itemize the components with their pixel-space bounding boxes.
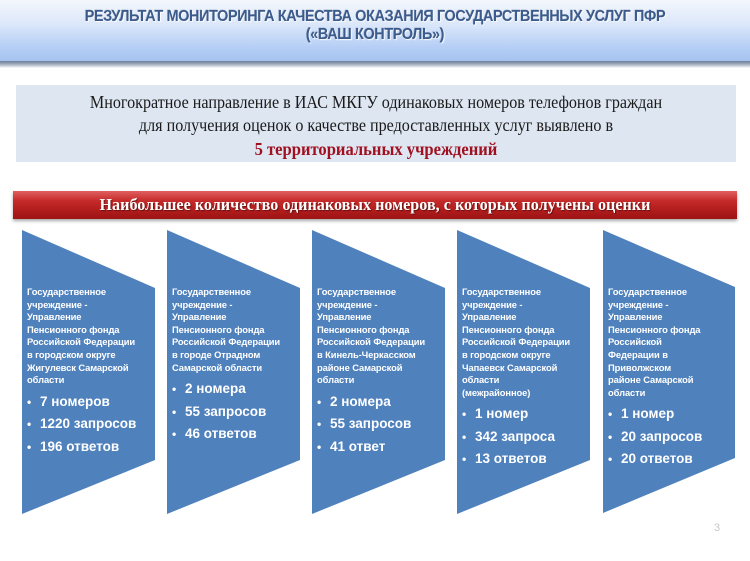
institution-stats <box>317 391 445 459</box>
info-box <box>16 85 736 162</box>
stat-phone-numbers <box>172 378 300 401</box>
bullet-icon: • <box>608 407 613 422</box>
slide-title-line1: РЕЗУЛЬТАТ МОНИТОРИНГА КАЧЕСТВА ОКАЗАНИЯ ГОСУДАРСТВЕННЫХ УСЛУГ ПФР <box>84 8 666 25</box>
stat-value: 1220 запросов <box>40 416 137 432</box>
stat-phone-numbers <box>27 391 155 414</box>
stat-value: 46 ответов <box>185 426 257 442</box>
name-line: области <box>608 386 646 398</box>
name-line: Российской Федерации <box>172 336 281 348</box>
name-line: Пенсионного фонда <box>608 323 701 335</box>
name-line: области <box>27 374 65 386</box>
stat-value: 1 номер <box>475 406 529 422</box>
stat-responses <box>608 448 736 471</box>
institution-name <box>172 286 300 374</box>
stat-phone-numbers <box>317 391 445 414</box>
institution-content <box>27 286 155 458</box>
stat-responses <box>27 436 155 459</box>
name-line: Государственное <box>172 286 251 297</box>
name-line: Пенсионного фонда <box>462 323 555 335</box>
institution-name <box>317 286 445 387</box>
name-line: Государственное <box>317 286 396 297</box>
name-line: учреждение - <box>462 298 523 310</box>
stat-value: 41 ответ <box>330 438 386 454</box>
name-line: Управление <box>172 311 227 323</box>
name-line: Управление <box>27 311 82 323</box>
name-line: Управление <box>462 311 517 323</box>
name-line: в городе Отрадном <box>172 348 261 360</box>
info-line-1: Многократное направление в ИАС МКГУ одинаковых номеров телефонов граждан <box>89 92 663 112</box>
name-line: Государственное <box>462 286 541 297</box>
stat-value: 7 номеров <box>40 393 110 409</box>
bullet-icon: • <box>27 417 32 432</box>
bullet-icon: • <box>317 394 322 409</box>
bullet-icon: • <box>172 382 177 397</box>
name-line: учреждение - <box>27 298 88 310</box>
bullet-icon: • <box>317 439 322 454</box>
institution-stats <box>172 378 300 446</box>
bullet-icon: • <box>172 404 177 419</box>
stat-value: 20 запросов <box>621 428 703 444</box>
stat-phone-numbers <box>462 403 590 426</box>
institution-card <box>457 230 590 514</box>
bullet-icon: • <box>608 429 613 444</box>
bullet-icon: • <box>462 407 467 422</box>
institution-stats <box>462 403 590 471</box>
stat-requests <box>27 413 155 436</box>
section-banner-text: Наибольшее количество одинаковых номеров, с которых получены оценки <box>99 195 651 214</box>
info-line-2: для получения оценок о качестве предоставленных услуг выявлено в <box>138 115 614 135</box>
bullet-icon: • <box>317 417 322 432</box>
stat-requests <box>172 401 300 424</box>
institution-name <box>462 286 590 399</box>
stat-value: 13 ответов <box>475 451 547 467</box>
bullet-icon: • <box>462 429 467 444</box>
stat-responses <box>317 436 445 459</box>
bullet-icon: • <box>27 439 32 454</box>
name-line: Государственное <box>608 286 687 297</box>
name-line: Российской Федерации <box>317 336 426 348</box>
section-banner <box>13 191 737 219</box>
name-line: Пенсионного фонда <box>27 323 120 335</box>
bullet-icon: • <box>172 427 177 442</box>
bullet-icon: • <box>608 452 613 467</box>
name-line: учреждение - <box>317 298 378 310</box>
name-line: Российской <box>608 336 662 348</box>
page-number: 3 <box>714 522 721 534</box>
name-line: Государственное <box>27 286 106 297</box>
stat-value: 2 номера <box>185 381 246 397</box>
stat-value: 55 запросов <box>330 416 412 432</box>
institution-stats <box>27 391 155 459</box>
name-line: Чапаевск Самарской <box>462 361 558 373</box>
bullet-icon: • <box>27 394 32 409</box>
info-highlight: 5 территориальных учреждений <box>254 139 498 159</box>
institution-content <box>172 286 300 446</box>
name-line: учреждение - <box>172 298 233 310</box>
slide-title <box>26 8 724 44</box>
name-line: районе Самарской <box>317 361 403 373</box>
institution-card <box>312 230 445 514</box>
name-line: области <box>462 374 500 386</box>
institution-card <box>167 230 300 514</box>
name-line: Пенсионного фонда <box>172 323 265 335</box>
header-shadow <box>0 61 750 68</box>
name-line: Российской Федерации <box>462 336 571 348</box>
name-line: Жигулевск Самарской <box>27 361 129 373</box>
stat-requests <box>462 426 590 449</box>
institution-name <box>608 286 736 399</box>
name-line: Самарской области <box>172 361 263 373</box>
slide-title-line2: («ВАШ КОНТРОЛЬ») <box>305 26 445 43</box>
stat-responses <box>462 448 590 471</box>
name-line: области <box>317 374 355 386</box>
stat-requests <box>608 426 736 449</box>
stat-value: 2 номера <box>330 393 391 409</box>
name-line: в городском округе <box>462 348 551 360</box>
institution-card <box>603 230 736 514</box>
institution-content <box>462 286 590 471</box>
stat-value: 55 запросов <box>185 403 267 419</box>
stat-value: 196 ответов <box>40 438 120 454</box>
name-line: Приволжском <box>608 361 672 373</box>
institution-content <box>608 286 736 471</box>
bullet-icon: • <box>462 452 467 467</box>
institution-card <box>22 230 155 514</box>
institution-content <box>317 286 445 458</box>
name-line: Пенсионного фонда <box>317 323 410 335</box>
stat-responses <box>172 423 300 446</box>
institution-name <box>27 286 155 387</box>
stat-value: 342 запроса <box>475 428 555 444</box>
stat-value: 1 номер <box>621 406 675 422</box>
name-line: учреждение - <box>608 298 669 310</box>
name-line: районе Самарской <box>608 374 694 386</box>
name-line: Управление <box>317 311 372 323</box>
stat-phone-numbers <box>608 403 736 426</box>
name-line: Российской Федерации <box>27 336 136 348</box>
institution-stats <box>608 403 736 471</box>
name-line: Управление <box>608 311 663 323</box>
name-line: в городском округе <box>27 348 116 360</box>
name-line: в Кинель-Черкасском <box>317 348 416 360</box>
name-line: (межрайонное) <box>462 386 531 398</box>
stat-requests <box>317 413 445 436</box>
stat-value: 20 ответов <box>621 451 693 467</box>
name-line: Федерации в <box>608 348 668 360</box>
